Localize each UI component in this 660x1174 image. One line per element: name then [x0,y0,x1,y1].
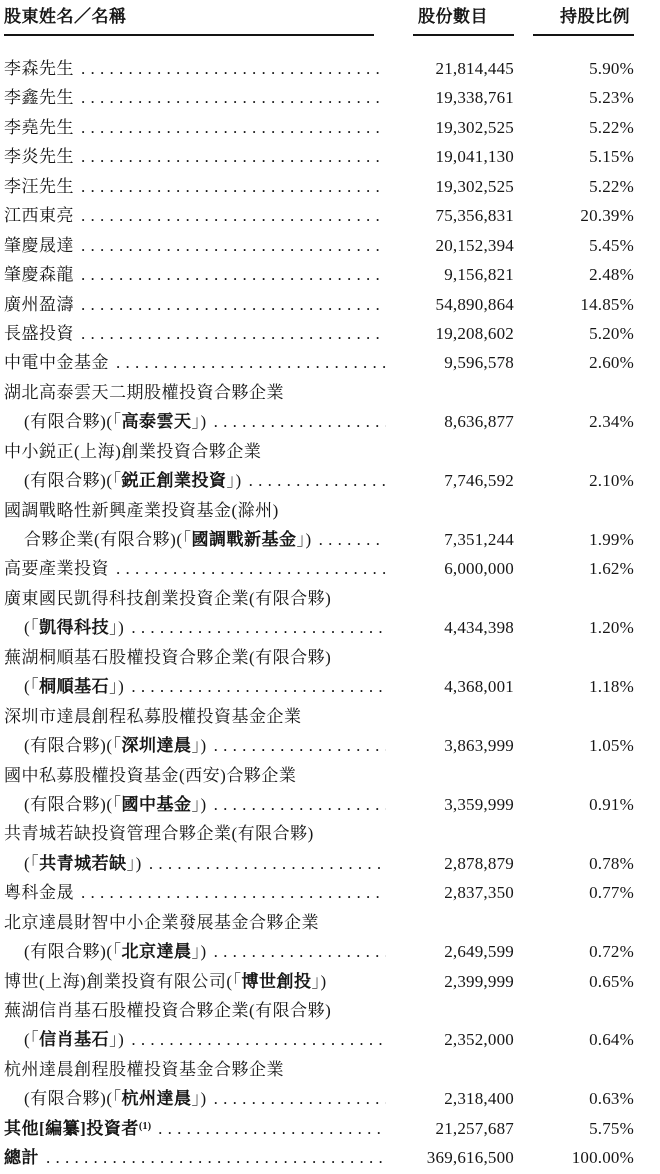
table-row-line [4,54,634,83]
table-row-line [4,1114,634,1143]
dot-leader [249,466,386,495]
name-segment: 李炎先生 [4,147,74,167]
dot-leader [116,348,386,377]
shareholder-name [4,584,331,613]
dot-leader [131,613,386,642]
table-row [4,1055,634,1114]
table-row-line [4,761,634,790]
table-row-line [4,672,634,701]
shareholder-name [4,790,207,819]
dot-leader [214,407,386,436]
dot-leader [81,142,386,171]
dot-leader [158,1114,386,1143]
name-segment: 深圳市達晨創程私募股權投資基金企業 [4,706,302,726]
percentage-value: 100.00% [571,1148,634,1168]
table-row [4,54,634,83]
table-row-line [4,466,634,495]
name-segment: 粵科金晟 [4,883,74,903]
table-row-line [4,1055,634,1084]
shareholder-name [4,290,74,319]
table-row-line [4,908,634,937]
name-segment: 江西東亮 [4,206,74,226]
table-row [4,113,634,142]
name-segment: 北京達晨 [121,942,192,962]
table-row-line [4,290,634,319]
table-row-line [4,1025,634,1054]
shares-value: 19,302,525 [435,176,514,196]
table-row-line [4,113,634,142]
shares-value: 9,156,821 [444,265,514,285]
table-row-line [4,731,634,760]
shareholder-name [4,1025,124,1054]
name-segment: 國調戰新基金 [191,530,297,549]
name-segment: 湖北高泰雲天二期股權投資合夥企業 [4,382,284,402]
shareholder-name [4,702,302,731]
percentage-value: 0.91% [589,794,634,814]
shares-value: 20,152,394 [435,235,514,255]
name-segment: 」) [109,677,125,697]
percentage-value: 0.77% [589,883,634,903]
dot-leader [214,790,386,819]
shareholder-name [4,378,284,407]
shareholder-name [4,996,331,1025]
name-segment: (有限合夥)(「 [24,794,122,814]
name-segment: 肇慶森龍 [4,265,74,285]
percentage-value: 5.15% [589,147,634,167]
percentage-value: 5.20% [589,323,634,343]
name-segment: 杭州達晨創程股權投資基金合夥企業 [4,1059,284,1079]
name-segment: 廣州盈濤 [4,294,74,314]
percentage-value: 0.72% [589,942,634,962]
shareholder-name [4,613,124,642]
percentage-value: 5.90% [589,59,634,78]
shareholder-name [4,731,207,760]
shareholder-name [4,878,74,907]
dot-leader [81,201,386,230]
name-segment: 」) [311,971,327,991]
name-segment: 國中基金 [121,794,192,814]
table-row [4,1143,634,1172]
table-header-row [4,6,634,36]
shareholder-name [4,672,124,701]
shares-value: 6,000,000 [444,559,514,579]
table-row-line [4,790,634,819]
dot-leader [81,172,386,201]
shareholder-name [4,83,74,112]
name-segment: 合夥企業(有限合夥)(「 [24,530,192,549]
name-segment: 博世創投 [241,971,312,991]
name-segment: 共青城若缺投資管理合夥企業(有限合夥) [4,824,314,844]
shareholder-name [4,466,242,495]
name-segment: 總計 [4,1148,39,1168]
table-row-line [4,348,634,377]
shareholder-name [4,937,207,966]
table-row [4,643,634,702]
table-row-line [4,849,634,878]
name-segment: (有限合夥)(「 [24,942,122,962]
table-row [4,437,634,496]
percentage-value: 0.78% [589,853,634,873]
percentage-value: 5.75% [589,1118,634,1138]
table-body [4,54,634,1173]
name-segment: 蕪湖信肖基石股權投資合夥企業(有限合夥) [4,1001,332,1020]
shareholder-name [4,761,296,790]
name-segment: 」) [126,853,142,873]
percentage-value: 2.34% [589,412,634,432]
name-segment: 」) [191,736,207,756]
table-row-line [4,702,634,731]
name-segment: 鋭正創業投資 [121,471,227,491]
dot-leader [149,849,386,878]
percentage-value: 1.18% [589,677,634,697]
percentage-value: 2.48% [589,265,634,285]
name-segment: 」) [191,412,207,432]
dot-leader [116,554,386,583]
name-segment: 杭州達晨 [121,1089,192,1109]
table-row-line [4,172,634,201]
shares-value: 75,356,831 [435,206,514,226]
percentage-value: 1.05% [589,736,634,756]
dot-leader [81,231,386,260]
dot-leader [81,113,386,142]
header-shares-column [394,6,514,36]
dot-leader [214,937,386,966]
name-segment: 蕪湖桐順基石股權投資合夥企業(有限合夥) [4,647,332,667]
name-segment: 高泰雲天 [121,412,192,432]
name-segment: 博世(上海)創業投資有限公司(「 [4,971,242,991]
percentage-value: 5.22% [589,117,634,137]
name-segment: 李堯先生 [4,117,74,137]
shares-value: 54,890,864 [435,294,514,314]
table-row [4,231,634,260]
percentage-value: 5.45% [589,235,634,255]
shareholder-name [4,554,109,583]
header-pct-column [514,6,634,36]
table-row [4,702,634,761]
name-segment: 」) [191,1089,207,1109]
table-row-line [4,201,634,230]
shares-value: 2,649,599 [444,942,514,962]
shares-value: 21,814,445 [435,59,514,78]
shares-value: 3,359,999 [444,794,514,814]
shareholder-name [4,967,327,996]
name-segment: 中電中金基金 [4,353,109,373]
table-row [4,761,634,820]
table-row [4,201,634,230]
shares-value: 21,257,687 [435,1118,514,1138]
dot-leader [131,1025,386,1054]
shareholder-name [4,1114,151,1143]
name-segment: 國中私募股權投資基金(西安)合夥企業 [4,765,297,785]
shareholder-name [4,54,74,83]
table-row [4,260,634,289]
percentage-value: 1.20% [589,618,634,638]
shareholder-name [4,113,74,142]
shares-value: 4,368,001 [444,677,514,697]
name-segment: 」) [109,618,125,638]
table-row [4,554,634,583]
table-row-line [4,260,634,289]
table-row [4,584,634,643]
shareholder-name [4,1055,284,1084]
table-row [4,967,634,996]
table-row [4,996,634,1055]
header-shares-label: 股份數目 [413,6,514,36]
shares-value: 369,616,500 [426,1148,514,1168]
name-segment: 」) [191,794,207,814]
table-row [4,83,634,112]
percentage-value: 5.22% [589,176,634,196]
table-row-line [4,996,634,1025]
table-row-line [4,937,634,966]
shareholder-name [4,819,314,848]
percentage-value: 1.62% [589,559,634,579]
shareholder-name [4,496,279,525]
dot-leader [46,1143,386,1172]
name-segment: 桐順基石 [39,677,110,697]
table-row [4,1114,634,1143]
percentage-value: 0.65% [589,971,634,991]
name-segment: 李森先生 [4,59,74,78]
shares-value: 2,878,879 [444,853,514,873]
name-segment: 其他[編纂]投資者 [4,1118,139,1138]
name-segment: 共青城若缺 [39,853,127,873]
name-segment: 」) [226,471,242,491]
table-row-line [4,819,634,848]
shareholder-name [4,849,142,878]
name-segment: 廣東國民凱得科技創業投資企業(有限合夥) [4,588,332,608]
footnote-marker: (1) [138,1120,152,1132]
shareholder-name [4,260,74,289]
shares-value: 7,351,244 [444,530,514,549]
shares-value: 3,863,999 [444,736,514,756]
dot-leader [81,83,386,112]
table-row-line [4,525,634,554]
shareholder-name [4,201,74,230]
name-segment: 深圳達晨 [121,736,192,756]
dot-leader [81,319,386,348]
table-row-line [4,83,634,112]
shareholder-name [4,172,74,201]
table-row-line [4,1143,634,1172]
table-row [4,819,634,878]
shareholder-name [4,437,261,466]
dot-leader [81,878,386,907]
table-row-line [4,584,634,613]
table-row-line [4,437,634,466]
shares-value: 2,837,350 [444,883,514,903]
table-row-line [4,319,634,348]
name-segment: 國調戰略性新興產業投資基金(滁州) [4,500,279,520]
table-row [4,142,634,171]
dot-leader [214,731,386,760]
name-segment: (「 [24,853,40,873]
shares-value: 19,208,602 [435,323,514,343]
table-row-line [4,613,634,642]
dot-leader [214,1084,386,1113]
shareholder-name [4,525,312,554]
shares-value: 4,434,398 [444,618,514,638]
table-row-line [4,643,634,672]
table-row-line [4,496,634,525]
table-row [4,908,634,967]
table-row-line [4,231,634,260]
shareholder-name [4,407,207,436]
table-row [4,172,634,201]
table-row-line [4,407,634,436]
dot-leader [131,672,386,701]
shareholder-name [4,319,74,348]
table-row [4,496,634,555]
name-segment: 北京達晨財智中小企業發展基金合夥企業 [4,912,319,932]
name-segment: 信肖基石 [39,1030,110,1050]
name-segment: (有限合夥)(「 [24,1089,122,1109]
table-row-line [4,554,634,583]
shareholder-name [4,908,319,937]
name-segment: (有限合夥)(「 [24,736,122,756]
shares-value: 19,338,761 [435,88,514,108]
table-row [4,319,634,348]
shareholder-name [4,1143,39,1172]
name-segment: 」) [191,942,207,962]
table-row-line [4,378,634,407]
shareholder-name [4,1084,207,1113]
dot-leader [81,54,386,83]
shares-value: 8,636,877 [444,412,514,432]
name-segment: 凱得科技 [39,618,110,638]
table-row [4,378,634,437]
name-segment: 中小鋭正(上海)創業投資合夥企業 [4,441,262,461]
header-shareholder-name: 股東姓名／名稱 [4,6,374,36]
dot-leader [319,525,386,554]
name-segment: (有限合夥)(「 [24,412,122,432]
shares-value: 9,596,578 [444,353,514,373]
shareholder-name [4,348,109,377]
shareholder-name [4,643,331,672]
shares-value: 2,399,999 [444,971,514,991]
percentage-value: 1.99% [589,530,634,549]
name-segment: 長盛投資 [4,323,74,343]
table-row-line [4,142,634,171]
percentage-value: 20.39% [580,206,634,226]
shareholder-name [4,142,74,171]
percentage-value: 0.64% [589,1030,634,1050]
shares-value: 7,746,592 [444,471,514,491]
name-segment: 」) [109,1030,125,1050]
name-segment: (「 [24,1030,40,1050]
percentage-value: 0.63% [589,1089,634,1109]
name-segment: (「 [24,677,40,697]
name-segment: 」) [296,530,312,549]
table-row [4,878,634,907]
percentage-value: 14.85% [580,294,634,314]
shares-value: 19,041,130 [435,147,514,167]
table-row-line [4,878,634,907]
name-segment: 李汪先生 [4,176,74,196]
name-segment: 李鑫先生 [4,88,74,108]
table-row-line [4,967,634,996]
shares-value: 2,352,000 [444,1030,514,1050]
dot-leader [81,260,386,289]
shareholder-name [4,231,74,260]
name-segment: (「 [24,618,40,638]
dot-leader [81,290,386,319]
table-row [4,290,634,319]
table-row-line [4,1084,634,1113]
percentage-value: 5.23% [589,88,634,108]
table-row [4,348,634,377]
percentage-value: 2.60% [589,353,634,373]
percentage-value: 2.10% [589,471,634,491]
shares-value: 19,302,525 [435,117,514,137]
shares-value: 2,318,400 [444,1089,514,1109]
header-pct-label: 持股比例 [533,6,634,36]
name-segment: 肇慶晟達 [4,235,74,255]
name-segment: 高要產業投資 [4,559,109,579]
name-segment: (有限合夥)(「 [24,471,122,491]
